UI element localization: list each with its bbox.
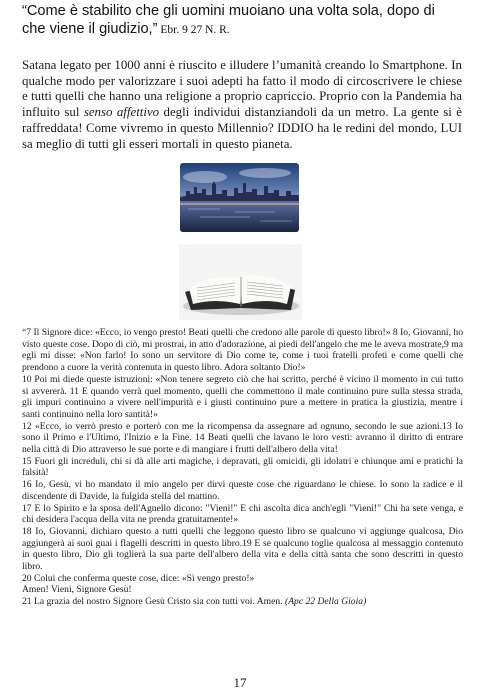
intro-paragraph: [22, 58, 462, 152]
scripture-verse: 12 «Ecco, io verrò presto e porterò con me la ricompensa da assegnare ad ognuno, secondo le sue azioni.13 Io sono il Primo e l'Ultimo, l'Inizio e la Fine. 14 Beati quelli che lavano le loro vesti: avranno il diritto di entrare nella città di Dio attraverso le sue porte e di mangiare i frutti dell'albero della vita!: [22, 420, 463, 456]
scripture-verse: Amen! Vieni, Signore Gesù!: [22, 584, 132, 596]
scripture-verse: 15 Fuori gli increduli, chi si dà alle arti magiche, i depravati, gli omicidi, gli idolatri e chiunque ami e pratichi la falsità!: [22, 455, 463, 479]
intro-text-1: Satana legato per 1000 anni è riuscito e illudere l’umanità creando lo Smartphone. In qualche modo per valorizzare i suoi adepti ha fatto il modo di circoscrivere le chiese e tutti quelli che hanno una religione a proprio capriccio. Proprio con la Pandemia ha influito sul: [22, 58, 462, 120]
page-heading: [22, 2, 462, 39]
scripture-verse: “7 Il Signore dice: «Ecco, io vengo presto! Beati quelli che credono alle parole di questo libro!» 8 Io, Giovanni, ho visto queste cose. Dopo di ciò, mi prostrai, in atto d'adorazione, ai piedi dell'angelo che me le aveva mostrate,9 ma egli mi disse: «Non farlo! Io sono un servitore di Dio come te, come i tuoi fratelli profeti e come quelli che prendono a cuore la verità contenuta in questo libro. Adora soltanto Dio!»: [22, 327, 463, 374]
scripture-verse: 17 E lo Spirito e la sposa dell'Agnello dicono: "Vieni!" E chi ascolta dica anch'egli "Vieni!" Chi ha sete venga, e chi desidera l'acqua della vita ne prenda gratuitamente!»: [22, 502, 463, 526]
heading-quote: “Come è stabilito che gli uomini muoiano una volta sola, dopo di che viene il giudizio,”: [22, 3, 435, 37]
city-skyline-illustration: [180, 163, 299, 232]
scripture-last-verse: [22, 596, 463, 608]
heading-reference: Ebr. 9 27 N. R.: [157, 24, 230, 36]
city-skyline-image: [180, 163, 299, 232]
scripture-last-verse-text: 21 La grazia del nostro Signore Gesù Cristo sia con tutti voi. Amen.: [22, 596, 285, 608]
intro-emphasis: senso affettivo: [83, 105, 160, 120]
scripture-passage: [22, 327, 463, 608]
scripture-verse: 16 Io, Gesù, vi ho mandato il mio angelo per dirvi queste cose che riguardano le chiese. Io sono la radice e il discendente di Davide, la fulgida stella del mattino.: [22, 479, 463, 502]
open-bible-illustration: [179, 244, 302, 320]
open-bible-image: [179, 244, 302, 320]
scripture-citation: (Apc 22 Della Gioia): [285, 596, 367, 608]
page-number: 17: [233, 675, 247, 690]
scripture-verse: 10 Poi mi diede queste istruzioni: «Non tenere segreto ciò che hai scritto, perché è vicino il momento in cui tutto si avvererà. 11 E quando verrà quel momento, quelli che commettono il male continuino pure sulla stessa strada, gli impuri continuino a vivere nell'impurità e i giusti continuino pure a mettere in pratica la giustizia, mentre i santi continuino nella loro santità!»: [22, 373, 463, 420]
intro-text-2: degli individui distanziandoli da un metro. La gente si è raffreddata! Come vivremo in questo Millennio? IDDIO ha le redini del mondo, LUI sa meglio di tutti gli esseri mortali in questo pianeta.: [22, 105, 462, 151]
scripture-verse: 18 Io, Giovanni, dichiaro questo a tutti quelli che leggono questo libro se qualcuno vi aggiunge qualcosa, Dio aggiungerà ai suoi guai i flagelli descritti in questo libro.19 E se qualcuno toglie qualcosa al messaggio contenuto in questo libro, Dio gli toglierà la sua parte dell'albero della vita e della città santa che sono descritti in questo libro.: [22, 525, 463, 573]
scripture-verse: 20 Colui che conferma queste cose, dice: «Sì vengo presto!»: [22, 572, 255, 584]
